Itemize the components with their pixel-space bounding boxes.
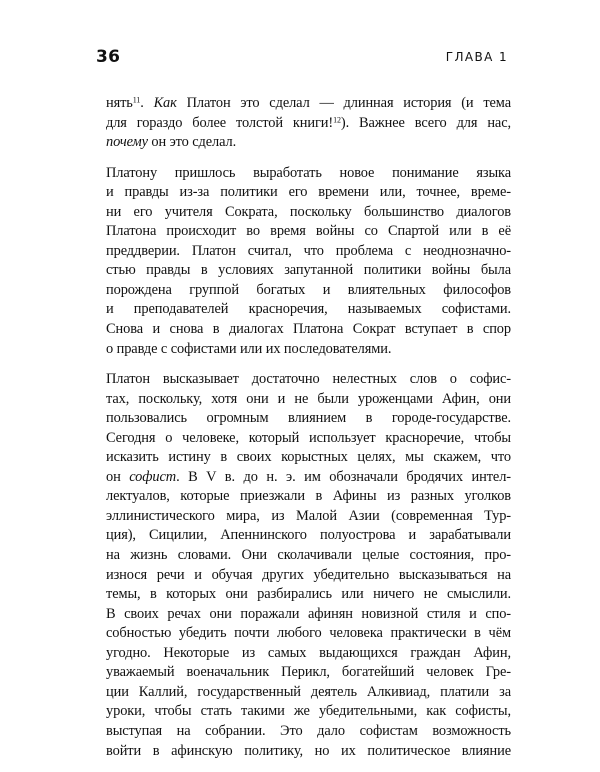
- text-run: он это сделал.: [147, 134, 237, 151]
- text-line: [106, 409, 511, 429]
- text-run: уроки, чтобы стать такими же убедительными, как софисты,: [106, 703, 511, 720]
- text-run: износя речи и обучая других убедительно высказываться на: [106, 566, 511, 583]
- text-run: ). Важнее всего для нас,: [340, 114, 511, 131]
- text-run: тах, поскольку, хотя они и не были уроженцами Афин, они: [106, 390, 511, 407]
- text-line: [106, 487, 511, 507]
- text-run: уважаемый военачальник Перикл, богатейший человек Гре-: [106, 664, 511, 681]
- text-line: [106, 281, 511, 301]
- text-line: [106, 261, 511, 281]
- text-line: [106, 566, 511, 586]
- text-line: [106, 526, 511, 546]
- text-line: [106, 390, 511, 410]
- text-line: [106, 183, 511, 203]
- text-line: [106, 605, 511, 625]
- text-run: темы, в которых они разбирались или ничего не смыслили.: [106, 586, 511, 603]
- text-run: Сегодня о человеке, который использует красноречие, чтобы: [106, 429, 511, 446]
- page-header: [96, 47, 508, 71]
- text-run: о правде с софистами или их последователями.: [106, 340, 392, 357]
- paragraph: [106, 370, 511, 761]
- text-line: [106, 164, 511, 184]
- text-run: Снова и снова в диалогах Платона Сократ вступает в спор: [106, 321, 511, 338]
- text-line: [106, 644, 511, 664]
- text-run: В своих речах они поражали афинян новизной стиля и спо-: [106, 605, 511, 622]
- text-run: на жизнь словами. Они сколачивали целые состояния, про-: [106, 547, 511, 564]
- text-run: для гораздо более толстой книги!: [106, 114, 334, 131]
- text-run: он: [106, 468, 130, 485]
- page-number: 36: [96, 47, 121, 67]
- running-head: ГЛАВА 1: [445, 50, 508, 64]
- text-run: лектуалов, которые приезжали в Афины из разных уголков: [106, 488, 511, 505]
- text-run: войти в афинскую политику, но их политическое влияние: [106, 742, 511, 759]
- text-run: ции Каллий, государственный деятель Алкивиад, платили за: [106, 683, 511, 700]
- text-line: [106, 203, 511, 223]
- text-line: [106, 702, 511, 722]
- footnote-ref: 12: [333, 115, 341, 125]
- text-run: собностью убедить почти любого человека практически в чём: [106, 625, 511, 642]
- text-run: выступая на собрании. Это дало софистам возможность: [106, 722, 511, 739]
- text-run: угодно. Некоторые из самых выдающихся граждан Афин,: [106, 644, 511, 661]
- text-line: [106, 429, 511, 449]
- text-run: нять: [106, 95, 133, 111]
- text-line: [106, 468, 511, 488]
- text-line: [106, 370, 511, 390]
- text-line: [106, 448, 511, 468]
- text-line: [106, 242, 511, 262]
- text-line: [106, 94, 511, 114]
- text-run: порождена группой богатых и влиятельных философов: [106, 281, 511, 298]
- italic-text: почему: [106, 134, 148, 151]
- text-run: преддверии. Платон считал, что проблема с неоднозначно-: [106, 242, 511, 259]
- text-line: [106, 114, 511, 134]
- paragraph: [106, 94, 511, 153]
- text-run: стью правды в условиях запутанной политики войны была: [106, 262, 511, 279]
- text-run: и правды из-за политики его времени или, точнее, време-: [106, 184, 511, 201]
- text-run: пользовались огромным влиянием в городе-государстве.: [106, 410, 511, 427]
- text-line: [106, 742, 511, 762]
- paragraph: [106, 164, 511, 359]
- text-line: [106, 546, 511, 566]
- text-line: [106, 507, 511, 527]
- text-line: [106, 585, 511, 605]
- text-run: Платон это сделал — длинная история (и тема: [176, 95, 511, 111]
- text-run: исказить истину в своих корыстных целях, мы скажем, что: [106, 449, 511, 466]
- text-line: [106, 133, 511, 153]
- text-run: Платон высказывает достаточно нелестных слов о софис-: [106, 371, 511, 388]
- text-line: [106, 663, 511, 683]
- text-run: Платона происходит во время войны со Спартой или в её: [106, 223, 511, 240]
- text-run: Платону пришлось выработать новое понимание языка: [106, 164, 511, 181]
- text-line: [106, 624, 511, 644]
- text-run: ни его учителя Сократа, поскольку большинство диалогов: [106, 203, 511, 220]
- italic-text: софист: [129, 468, 177, 485]
- text-run: эллинистического мира, из Малой Азии (современная Тур-: [106, 507, 511, 524]
- text-run: ция), Сицилии, Апеннинского полуострова и зарабатывали: [106, 527, 511, 544]
- text-line: [106, 300, 511, 320]
- text-line: [106, 320, 511, 340]
- text-run: . В V в. до н. э. им обозначали бродячих интел-: [176, 468, 511, 485]
- text-run: и преподавателей красноречия, называемых софистами.: [106, 301, 511, 318]
- text-line: [106, 683, 511, 703]
- footnote-ref: 11: [132, 95, 141, 105]
- text-line: [106, 722, 511, 742]
- text-line: [106, 222, 511, 242]
- body-text: [106, 94, 511, 772]
- italic-text: Как: [153, 95, 177, 111]
- text-run: .: [140, 95, 154, 111]
- text-line: [106, 340, 511, 360]
